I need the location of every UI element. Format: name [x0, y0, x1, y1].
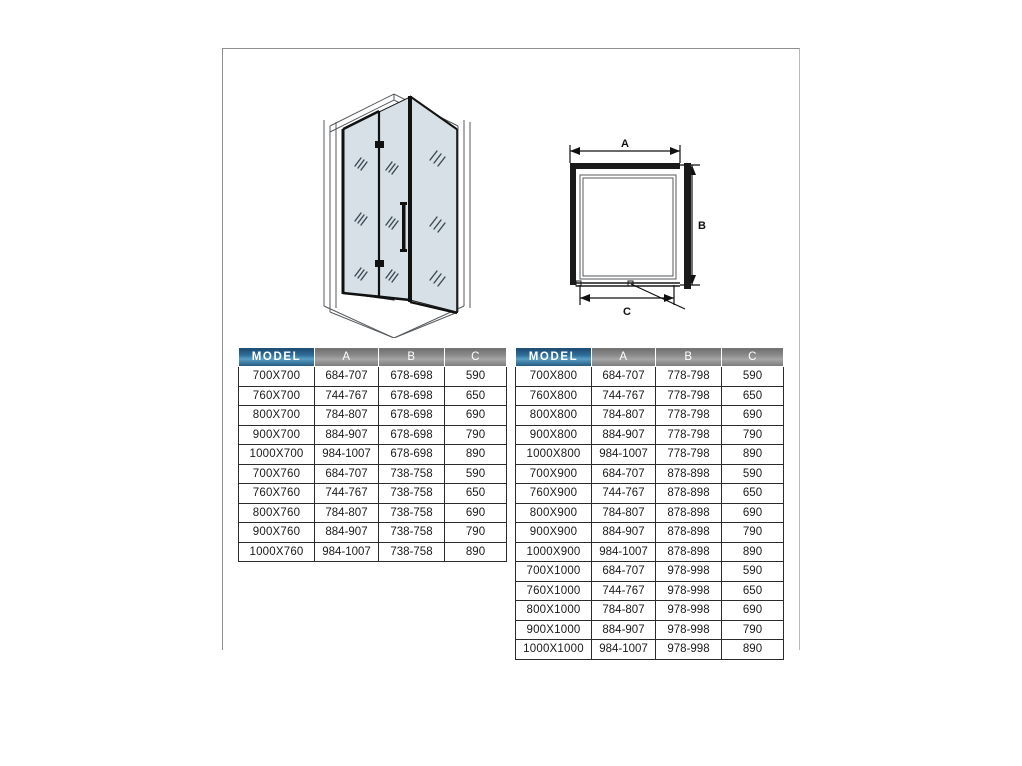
cell-a: 684-707 [592, 562, 656, 582]
cell-model: 700X900 [516, 464, 592, 484]
cell-model: 1000X800 [516, 445, 592, 465]
cell-a: 984-1007 [592, 640, 656, 660]
cell-model: 760X760 [239, 484, 315, 504]
column-header-a: A [592, 348, 656, 367]
cell-c: 790 [722, 523, 784, 543]
cell-b: 738-758 [379, 542, 445, 562]
cell-a: 684-707 [592, 464, 656, 484]
table-body-left [239, 367, 507, 562]
cell-b: 678-698 [379, 367, 445, 387]
cell-a: 684-707 [315, 367, 379, 387]
cell-b: 778-798 [656, 425, 722, 445]
table-row [516, 640, 784, 660]
cell-model: 900X700 [239, 425, 315, 445]
column-header-model: MODEL [239, 348, 315, 367]
cell-a: 984-1007 [592, 445, 656, 465]
cell-c: 650 [722, 386, 784, 406]
column-header-c: C [722, 348, 784, 367]
drawings-area [222, 48, 800, 338]
cell-c: 690 [445, 406, 507, 426]
cell-a: 884-907 [315, 425, 379, 445]
table-row [239, 503, 507, 523]
cell-b: 978-998 [656, 640, 722, 660]
cell-model: 900X900 [516, 523, 592, 543]
cell-c: 590 [445, 464, 507, 484]
dimension-label-a: A [621, 138, 629, 150]
table-row [239, 464, 507, 484]
cell-model: 700X800 [516, 367, 592, 387]
table-row [516, 367, 784, 387]
cell-b: 678-698 [379, 425, 445, 445]
cell-a: 744-767 [592, 484, 656, 504]
table-row [516, 425, 784, 445]
cell-model: 700X1000 [516, 562, 592, 582]
cell-b: 678-698 [379, 406, 445, 426]
cell-c: 590 [722, 367, 784, 387]
cell-c: 690 [722, 406, 784, 426]
cell-c: 890 [445, 542, 507, 562]
table-row [516, 562, 784, 582]
cell-c: 590 [722, 464, 784, 484]
cell-a: 784-807 [315, 406, 379, 426]
column-header-a: A [315, 348, 379, 367]
cell-model: 1000X900 [516, 542, 592, 562]
cell-c: 790 [445, 523, 507, 543]
column-header-b: B [379, 348, 445, 367]
cell-b: 778-798 [656, 445, 722, 465]
table-row [516, 601, 784, 621]
cell-a: 744-767 [592, 581, 656, 601]
table-row [516, 503, 784, 523]
cell-b: 738-758 [379, 484, 445, 504]
cell-a: 784-807 [592, 406, 656, 426]
table-row [516, 406, 784, 426]
cell-a: 684-707 [592, 367, 656, 387]
cell-model: 800X800 [516, 406, 592, 426]
cell-b: 778-798 [656, 367, 722, 387]
cell-b: 678-698 [379, 445, 445, 465]
cell-c: 650 [722, 484, 784, 504]
table-header-row [239, 348, 507, 367]
cell-c: 890 [445, 445, 507, 465]
cell-c: 650 [445, 386, 507, 406]
table-row [239, 367, 507, 387]
shower-enclosure-plan-view [552, 133, 742, 338]
cell-c: 790 [722, 620, 784, 640]
cell-a: 984-1007 [592, 542, 656, 562]
cell-model: 900X760 [239, 523, 315, 543]
table-row [516, 464, 784, 484]
cell-model: 800X760 [239, 503, 315, 523]
cell-c: 690 [722, 601, 784, 621]
cell-model: 1000X700 [239, 445, 315, 465]
cell-b: 778-798 [656, 406, 722, 426]
table-row [516, 581, 784, 601]
cell-model: 1000X1000 [516, 640, 592, 660]
cell-b: 878-898 [656, 542, 722, 562]
cell-model: 800X1000 [516, 601, 592, 621]
column-header-b: B [656, 348, 722, 367]
cell-a: 784-807 [315, 503, 379, 523]
cell-c: 650 [722, 581, 784, 601]
cell-c: 890 [722, 640, 784, 660]
cell-c: 890 [722, 542, 784, 562]
cell-c: 590 [722, 562, 784, 582]
cell-b: 978-998 [656, 562, 722, 582]
cell-c: 790 [445, 425, 507, 445]
table-row [239, 386, 507, 406]
cell-model: 900X1000 [516, 620, 592, 640]
cell-c: 590 [445, 367, 507, 387]
cell-c: 690 [722, 503, 784, 523]
cell-c: 790 [722, 425, 784, 445]
cell-a: 784-807 [592, 601, 656, 621]
cell-a: 784-807 [592, 503, 656, 523]
table-row [516, 445, 784, 465]
cell-a: 884-907 [592, 523, 656, 543]
cell-a: 984-1007 [315, 445, 379, 465]
cell-model: 760X900 [516, 484, 592, 504]
table-row [239, 406, 507, 426]
cell-b: 978-998 [656, 581, 722, 601]
cell-a: 744-767 [315, 484, 379, 504]
cell-model: 700X700 [239, 367, 315, 387]
cell-b: 878-898 [656, 503, 722, 523]
cell-b: 878-898 [656, 523, 722, 543]
cell-a: 744-767 [315, 386, 379, 406]
cell-a: 884-907 [592, 425, 656, 445]
table-row [239, 523, 507, 543]
cell-model: 700X760 [239, 464, 315, 484]
size-table-right [515, 347, 784, 660]
cell-b: 878-898 [656, 464, 722, 484]
cell-model: 760X1000 [516, 581, 592, 601]
table-row [239, 542, 507, 562]
cell-b: 778-798 [656, 386, 722, 406]
table-body-right [516, 367, 784, 660]
cell-c: 650 [445, 484, 507, 504]
table-row [239, 484, 507, 504]
cell-b: 738-758 [379, 503, 445, 523]
dimension-label-b: B [698, 220, 706, 232]
table-row [516, 523, 784, 543]
cell-model: 760X700 [239, 386, 315, 406]
cell-a: 744-767 [592, 386, 656, 406]
table-row [516, 484, 784, 504]
cell-model: 900X800 [516, 425, 592, 445]
size-table-left [238, 347, 507, 562]
table-row [516, 386, 784, 406]
cell-b: 878-898 [656, 484, 722, 504]
cell-model: 760X800 [516, 386, 592, 406]
shower-enclosure-isometric-view [322, 88, 522, 343]
cell-a: 684-707 [315, 464, 379, 484]
cell-b: 978-998 [656, 620, 722, 640]
cell-b: 738-758 [379, 464, 445, 484]
table-row [239, 445, 507, 465]
cell-a: 984-1007 [315, 542, 379, 562]
cell-model: 1000X760 [239, 542, 315, 562]
column-header-c: C [445, 348, 507, 367]
cell-c: 890 [722, 445, 784, 465]
cell-model: 800X700 [239, 406, 315, 426]
column-header-model: MODEL [516, 348, 592, 367]
cell-c: 690 [445, 503, 507, 523]
cell-model: 800X900 [516, 503, 592, 523]
cell-b: 738-758 [379, 523, 445, 543]
cell-b: 678-698 [379, 386, 445, 406]
table-row [239, 425, 507, 445]
table-row [516, 620, 784, 640]
cell-a: 884-907 [592, 620, 656, 640]
cell-a: 884-907 [315, 523, 379, 543]
cell-b: 978-998 [656, 601, 722, 621]
table-header-row [516, 348, 784, 367]
dimension-label-c: C [623, 306, 631, 318]
table-row [516, 542, 784, 562]
